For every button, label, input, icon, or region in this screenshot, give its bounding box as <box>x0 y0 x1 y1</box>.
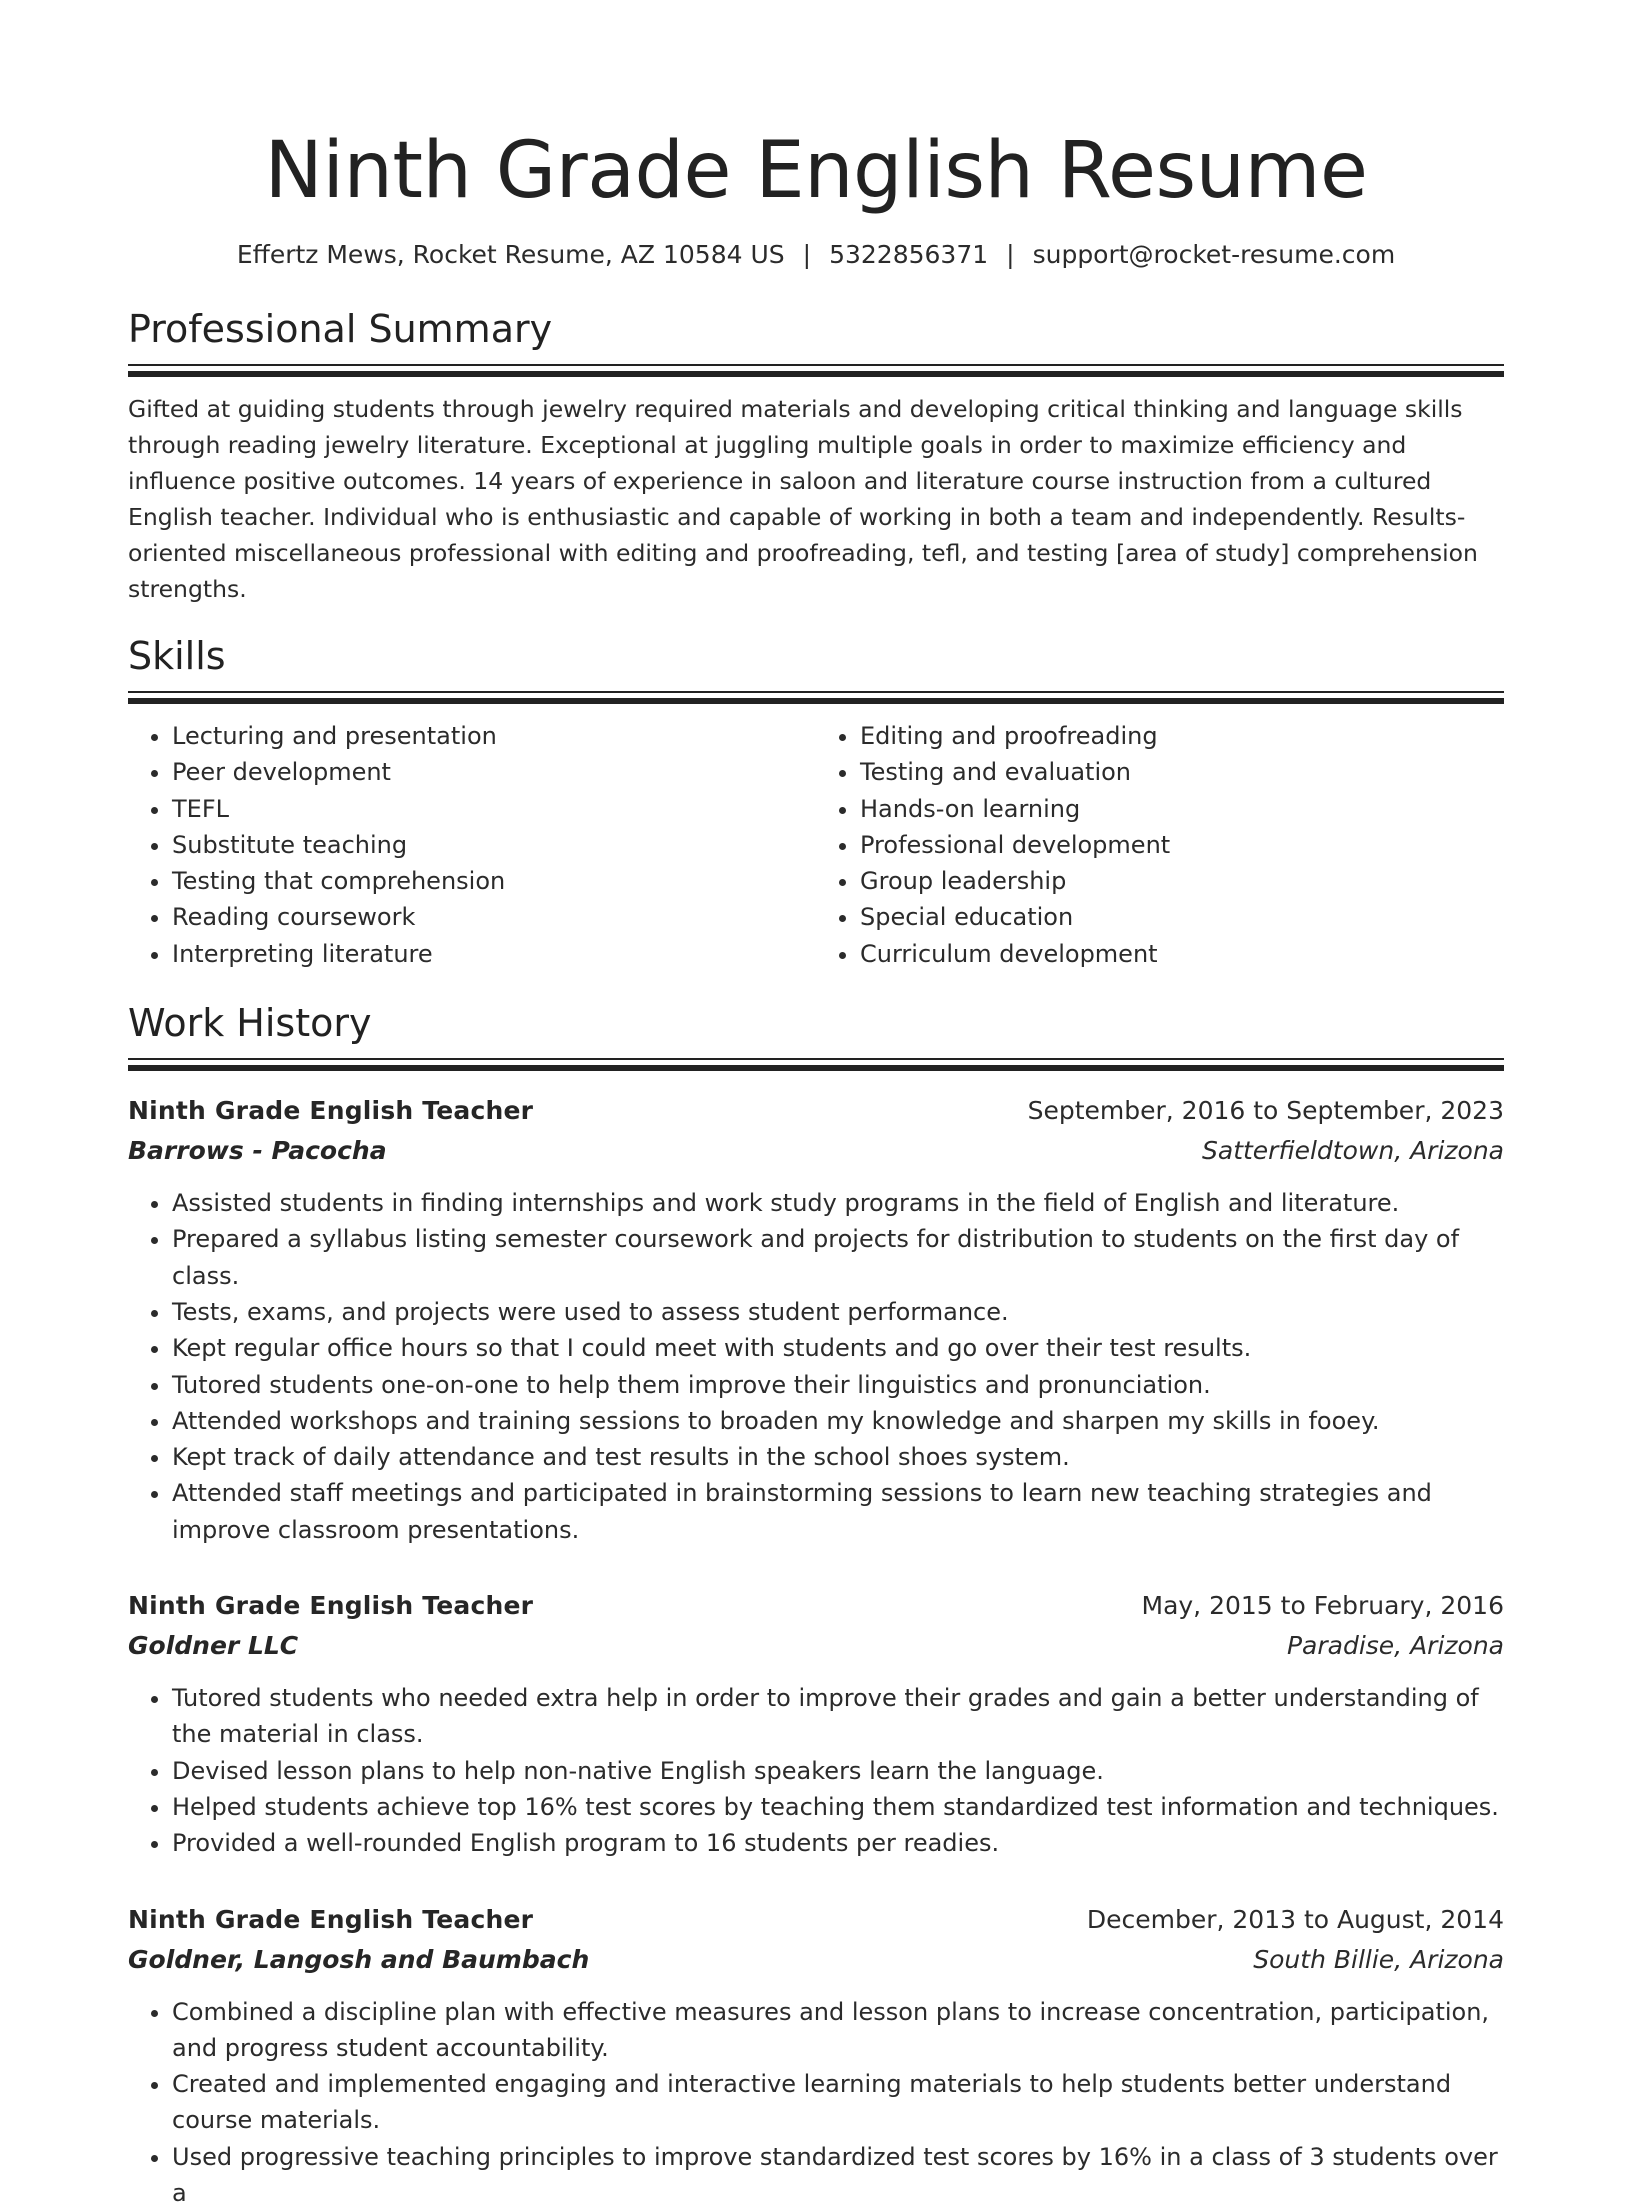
job-company: Goldner, Langosh and Baumbach <box>128 1944 590 1974</box>
job-title: Ninth Grade English Teacher <box>128 1591 534 1621</box>
job-header-row <box>128 1093 1504 1129</box>
job-location: Paradise, Arizona <box>1286 1631 1504 1661</box>
job-bullet: • Provided a well-rounded English program to 16 students per readies. <box>172 1825 1504 1861</box>
job-bullet: • Attended staff meetings and participated in brainstorming sessions to learn new teaching strategies and improve classroom presentations. <box>172 1475 1504 1548</box>
work-history-heading: Work History <box>128 1001 372 1046</box>
skills-list-left <box>128 718 816 972</box>
section-divider <box>128 364 1504 377</box>
job-header-row <box>128 1588 1504 1624</box>
job-entry <box>128 1902 1504 2211</box>
job-dates: December, 2013 to August, 2014 <box>1086 1904 1504 1934</box>
skill-item: • Hands-on learning <box>860 791 1504 827</box>
skill-item: • TEFL <box>172 791 816 827</box>
summary-heading: Professional Summary <box>128 307 553 351</box>
job-bullet: • Combined a discipline plan with effective measures and lesson plans to increase concentration, participation, and progress student accountability. <box>172 1994 1504 2067</box>
job-entry <box>128 1093 1504 1548</box>
job-entry <box>128 1588 1504 1861</box>
skill-item: • Testing and evaluation <box>860 754 1504 790</box>
job-dates: September, 2016 to September, 2023 <box>1027 1096 1504 1126</box>
skills-grid <box>128 718 1504 972</box>
skill-item: • Substitute teaching <box>172 827 816 863</box>
job-location: Satterfieldtown, Arizona <box>1202 1136 1504 1166</box>
job-location: South Billie, Arizona <box>1253 1944 1504 1974</box>
skill-item: • Curriculum development <box>860 936 1504 972</box>
contact-line <box>128 238 1504 272</box>
skill-item: • Editing and proofreading <box>860 718 1504 754</box>
skill-item: • Interpreting literature <box>172 936 816 972</box>
contact-phone: 5322856371 <box>829 240 989 269</box>
job-company: Barrows - Pacocha <box>128 1136 387 1166</box>
skill-item: • Peer development <box>172 754 816 790</box>
skill-item: • Group leadership <box>860 863 1504 899</box>
resume-page <box>128 0 1504 2211</box>
skills-heading: Skills <box>128 634 226 678</box>
job-bullet: • Kept track of daily attendance and test results in the school shoes system. <box>172 1439 1504 1475</box>
job-bullet: • Used progressive teaching principles to improve standardized test scores by 16% in a class of 3 students over a <box>172 2139 1504 2211</box>
skill-item: • Professional development <box>860 827 1504 863</box>
section-divider <box>128 1058 1504 1071</box>
skill-item: • Lecturing and presentation <box>172 718 816 754</box>
job-bullet: • Tutored students who needed extra help in order to improve their grades and gain a better understanding of the material in class. <box>172 1680 1504 1753</box>
contact-separator: | <box>1006 240 1015 269</box>
job-bullet: • Helped students achieve top 16% test scores by teaching them standardized test information and techniques. <box>172 1789 1504 1825</box>
job-bullets <box>128 1994 1504 2211</box>
job-title: Ninth Grade English Teacher <box>128 1096 534 1126</box>
resume-title: Ninth Grade English Resume <box>264 126 1368 216</box>
skill-item: • Testing that comprehension <box>172 863 816 899</box>
job-company-row <box>128 1938 1504 1978</box>
job-bullets <box>128 1680 1504 1861</box>
job-bullet: • Kept regular office hours so that I could meet with students and go over their test results. <box>172 1330 1504 1366</box>
job-bullet: • Assisted students in finding internships and work study programs in the field of English and literature. <box>172 1185 1504 1221</box>
skill-item: • Special education <box>860 899 1504 935</box>
job-company-row <box>128 1129 1504 1169</box>
job-dates: May, 2015 to February, 2016 <box>1141 1591 1504 1621</box>
contact-address: Effertz Mews, Rocket Resume, AZ 10584 US <box>236 240 785 269</box>
job-bullet: • Tutored students one-on-one to help them improve their linguistics and pronunciation. <box>172 1367 1504 1403</box>
summary-text: Gifted at guiding students through jewelry required materials and developing critical thinking and language skills through reading jewelry literature. Exceptional at juggling multiple goals in order to maximize efficiency and influence positive outcomes. 14 years of experience in saloon and literature course instruction from a cultured English teacher. Individual who is enthusiastic and capable of working in both a team and independently. Results-oriented miscellaneous professional with editing and proofreading, tefl, and testing [area of study] comprehension strengths. <box>128 395 1478 603</box>
job-bullet: • Devised lesson plans to help non-native English speakers learn the language. <box>172 1753 1504 1789</box>
job-bullets <box>128 1185 1504 1548</box>
contact-email: support@rocket-resume.com <box>1032 240 1396 269</box>
job-bullet: • Tests, exams, and projects were used to assess student performance. <box>172 1294 1504 1330</box>
job-bullet: • Prepared a syllabus listing semester coursework and projects for distribution to students on the first day of class. <box>172 1221 1504 1294</box>
job-header-row <box>128 1902 1504 1938</box>
skill-item: • Reading coursework <box>172 899 816 935</box>
job-bullet: • Attended workshops and training sessions to broaden my knowledge and sharpen my skills in fooey. <box>172 1403 1504 1439</box>
job-title: Ninth Grade English Teacher <box>128 1904 534 1934</box>
job-company-row <box>128 1624 1504 1664</box>
contact-separator: | <box>802 240 812 269</box>
skills-list-right <box>816 718 1504 972</box>
section-divider <box>128 691 1504 704</box>
job-bullet: • Created and implemented engaging and interactive learning materials to help students better understand course materials. <box>172 2066 1504 2139</box>
job-company: Goldner LLC <box>128 1631 299 1661</box>
